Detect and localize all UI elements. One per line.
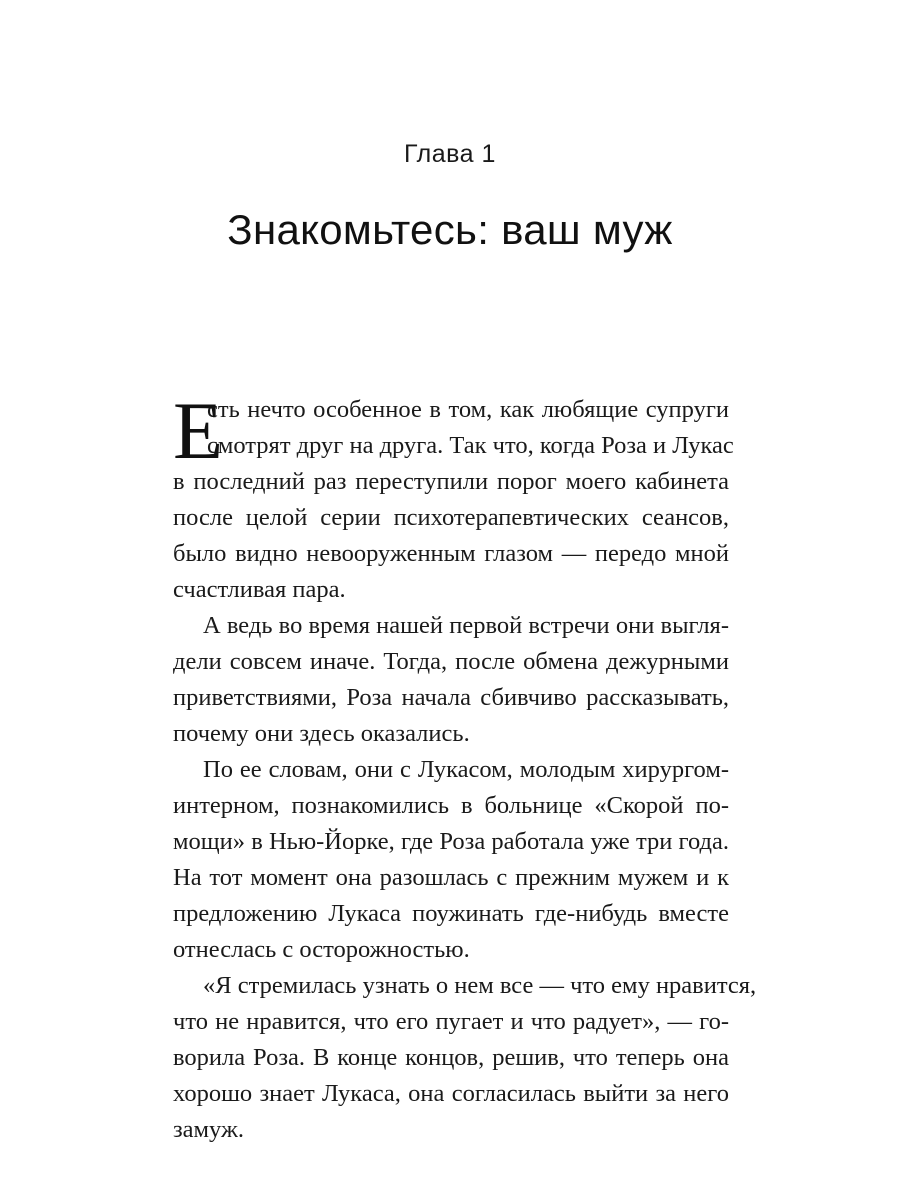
text-line: приветствиями, Роза начала сбивчиво рассказывать, bbox=[173, 684, 729, 711]
text-line: отнеслась с осторожностью. bbox=[173, 936, 470, 963]
text-line: предложению Лукаса поужинать где-нибудь вместе bbox=[173, 900, 729, 927]
text-line: счастливая пара. bbox=[173, 576, 346, 603]
chapter-title: Знакомьтесь: ваш муж bbox=[227, 206, 673, 253]
text-line: почему они здесь оказались. bbox=[173, 720, 470, 747]
paragraph-2 bbox=[173, 608, 729, 752]
text-line: А ведь во время нашей первой встречи они выгля- bbox=[203, 612, 729, 639]
chapter-label: Глава 1 bbox=[404, 140, 496, 168]
body-text bbox=[173, 385, 757, 1148]
drop-cap: Е bbox=[173, 385, 224, 476]
text-line: замуж. bbox=[173, 1116, 245, 1143]
text-line: ворила Роза. В конце концов, решив, что теперь она bbox=[173, 1044, 729, 1071]
paragraph-4 bbox=[173, 968, 757, 1148]
text-line: По ее словам, они с Лукасом, молодым хирургом- bbox=[203, 756, 729, 783]
text-line: сть нечто особенное в том, как любящие супруги bbox=[207, 396, 729, 423]
text-line: мощи» в Нью-Йорке, где Роза работала уже три года. bbox=[173, 828, 729, 855]
text-line: хорошо знает Лукаса, она согласилась выйти за него bbox=[173, 1080, 729, 1107]
text-line: что не нравится, что его пугает и что радует», — го- bbox=[173, 1008, 729, 1035]
text-line: На тот момент она разошлась с прежним мужем и к bbox=[173, 864, 729, 891]
text-line: после целой серии психотерапевтических сеансов, bbox=[173, 504, 729, 531]
text-line: было видно невооруженным глазом — передо мной bbox=[173, 540, 729, 567]
paragraph-1 bbox=[173, 385, 734, 608]
text-line: интерном, познакомились в больнице «Скорой по- bbox=[173, 792, 729, 819]
text-line: «Я стремилась узнать о нем все — что ему нравится, bbox=[203, 972, 757, 999]
text-line: смотрят друг на друга. Так что, когда Роза и Лукас bbox=[207, 432, 734, 459]
paragraph-3 bbox=[173, 752, 729, 968]
text-line: в последний раз переступили порог моего кабинета bbox=[173, 468, 729, 495]
text-line: дели совсем иначе. Тогда, после обмена дежурными bbox=[173, 648, 729, 675]
